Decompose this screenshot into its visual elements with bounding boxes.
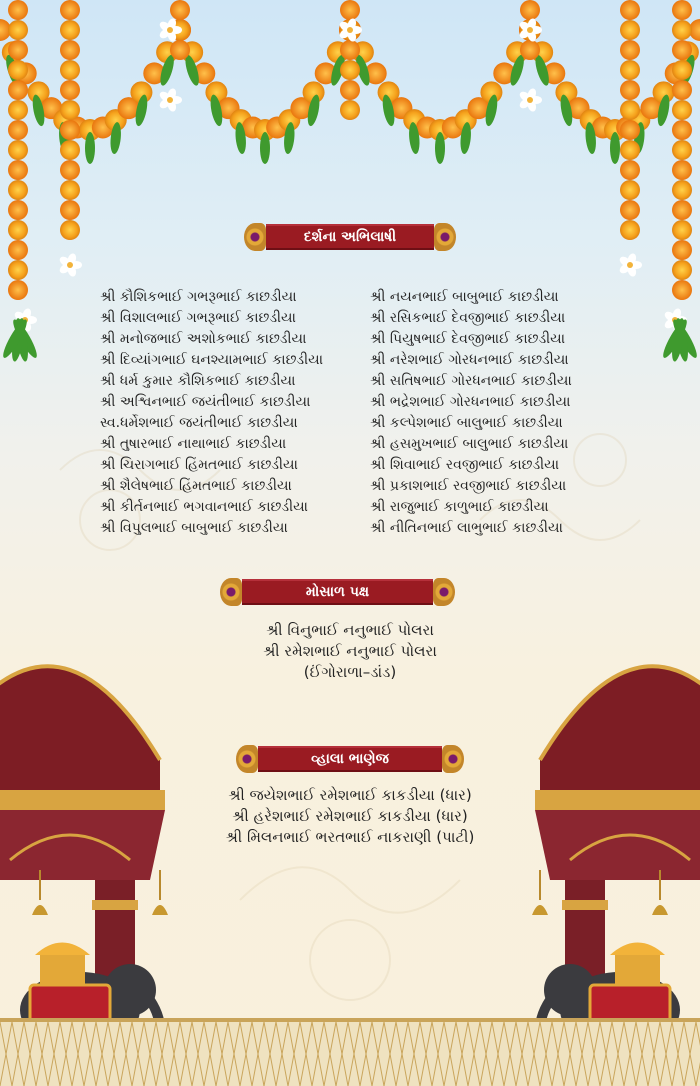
name-line: શ્રી નયનભાઈ બાબુભાઈ કાછડીયા [370,289,559,305]
name-line: શ્રી મનોજભાઈ અશોકભાઈ કાછડીયા [100,331,307,347]
ribbon-ornament-icon [442,745,464,773]
name-line: શ્રી દિવ્યાંગભાઈ ઘનશ્યામભાઈ કાછડીયા [100,352,324,368]
ribbon-ornament-icon [244,223,266,251]
bhanej-names [0,785,700,848]
name-line: શ્રી હરેશભાઈ રમેશભાઈ કાકડીયા (ધાર) [232,807,468,825]
section-title-bhanej: વ્હાલા ભાણેજ [258,746,442,772]
darshan-names-right-column [370,287,572,539]
name-line: શ્રી ચિરાગભાઈ હિંમતભાઈ કાછડીયા [100,457,298,473]
name-line: શ્રી શિવાભાઈ રવજીભાઈ કાછડીયા [370,457,560,473]
name-line: શ્રી હસમુખભાઈ બાલુભાઈ કાછડીયા [370,436,569,452]
name-line: શ્રી પિયુષભાઈ દેવજીભાઈ કાછડીયા [370,331,566,347]
ribbon-ornament-icon [220,578,242,606]
name-line: શ્રી પ્રકાશભાઈ રવજીભાઈ કાછડીયા [370,478,567,494]
name-line: શ્રી નરેશભાઈ ગોરધનભાઈ કાછડીયા [370,352,569,368]
ribbon-ornament-icon [433,578,455,606]
name-line: શ્રી ધર્મ કુમાર કૌશિકભાઈ કાછડીયા [100,373,296,389]
darshan-names-left-column [100,287,323,539]
name-line: શ્રી નીતિનભાઈ લાભુભાઈ કાછડીયા [370,520,563,536]
name-line: શ્રી ભદ્રેશભાઈ ગોરધનભાઈ કાછડીયા [370,394,571,410]
name-line: શ્રી જયેશભાઈ રમેશભાઈ કાકડીયા (ધાર) [228,786,472,804]
name-line: શ્રી કીર્તનભાઈ ભગવાનભાઈ કાછડીયા [100,499,308,515]
name-line: શ્રી મિલનભાઈ ભરતભાઈ નાકરાણી (પાટી) [225,828,475,846]
mosal-names [0,620,700,683]
name-line: શ્રી અશ્વિનભાઈ જયંતીભાઈ કાછડીયા [100,394,311,410]
name-line: (ઈંગોરાળા–ડાંડ) [303,663,397,681]
ribbon-ornament-icon [434,223,456,251]
name-line: શ્રી રસિકભાઈ દેવજીભાઈ કાછડીયા [370,310,566,326]
name-line: શ્રી વિપુલભાઈ બાબુભાઈ કાછડીયા [100,520,288,536]
name-line: શ્રી કૌશિકભાઈ ગભરૂભાઈ કાછડીયા [100,289,297,305]
section-title-darshan: દર્શના અભિલાષી [266,224,434,250]
name-line: સ્વ.ધર્મેશભાઈ જયંતીભાઈ કાછડીયા [100,415,298,431]
section-ribbon-darshan [244,223,456,251]
name-line: શ્રી વિનુભાઈ નનુભાઈ પોલરા [266,621,434,639]
name-line: શ્રી શૈલેષભાઈ હિંમતભાઈ કાછડીયા [100,478,292,494]
name-line: શ્રી કલ્પેશભાઈ બાલુભાઈ કાછડીયા [370,415,563,431]
name-line: શ્રી રમેશભાઈ નનુભાઈ પોલરા [263,642,437,660]
name-line: શ્રી તુષારભાઈ નાથાભાઈ કાછડીયા [100,436,287,452]
section-ribbon-mosal [220,578,455,606]
name-line: શ્રી રાજુભાઈ કાળુભાઈ કાછડીયા [370,499,549,515]
name-line: શ્રી સતિષભાઈ ગોરધનભાઈ કાછડીયા [370,373,572,389]
section-title-mosal: મોસાળ પક્ષ [242,579,433,605]
section-ribbon-bhanej [236,745,464,773]
ribbon-ornament-icon [236,745,258,773]
name-line: શ્રી વિશાલભાઈ ગભરૂભાઈ કાછડીયા [100,310,296,326]
